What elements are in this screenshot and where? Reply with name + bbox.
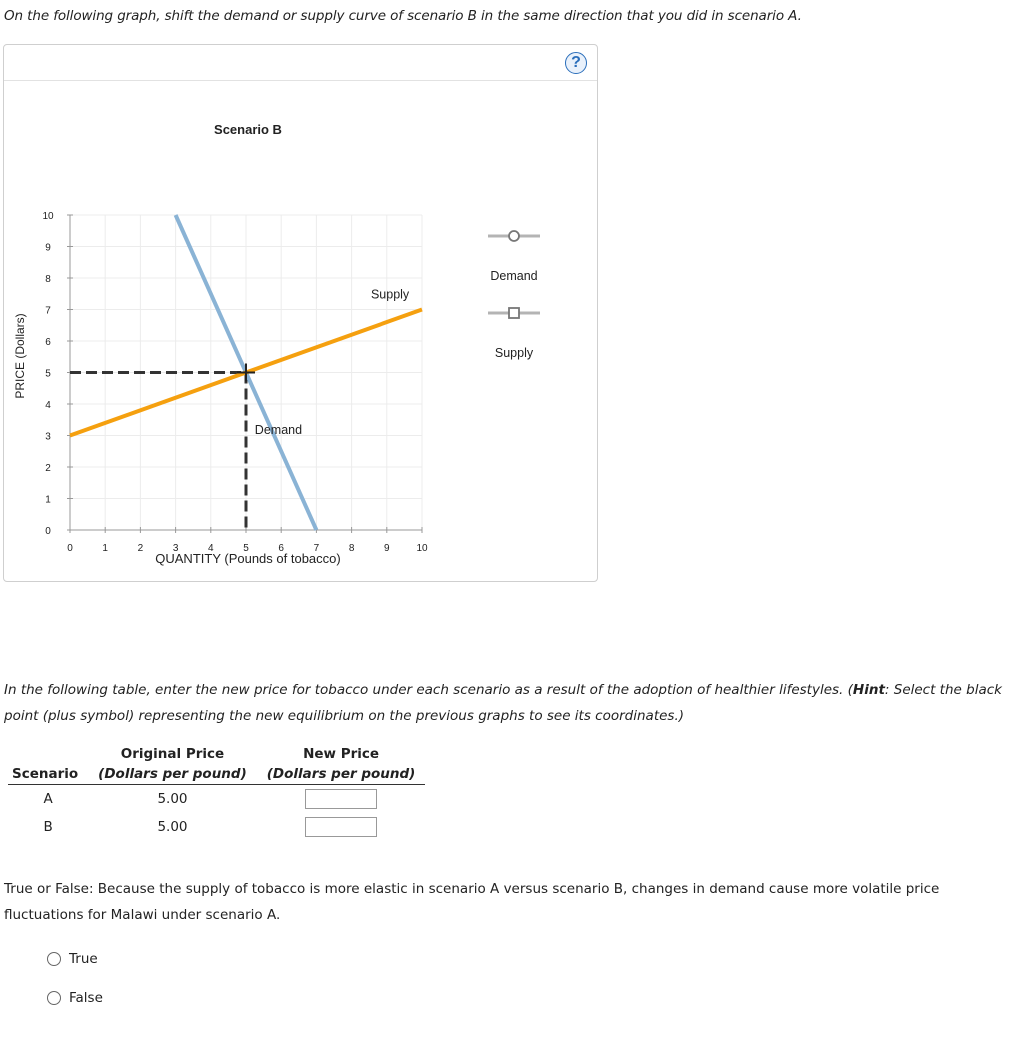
x-tick-label: 10: [416, 543, 428, 554]
table-row: [8, 785, 425, 814]
chart-axes: [42, 211, 428, 554]
scenario-cell: A: [43, 791, 53, 807]
legend-supply-label: Supply: [494, 346, 534, 360]
header-new-price: New Price: [303, 746, 380, 762]
chart-title: Scenario B: [214, 122, 282, 137]
graph-panel: [3, 44, 598, 582]
question-2-text: [4, 677, 1009, 729]
original-price-cell: 5.00: [157, 819, 188, 835]
header-new-unit: (Dollars per pound): [257, 764, 426, 785]
option-true[interactable]: [47, 951, 98, 967]
graph-toolbar: [4, 45, 597, 81]
table-row: [8, 813, 425, 841]
option-false-label: False: [69, 990, 103, 1006]
y-tick-label: 3: [45, 431, 51, 443]
scenario-b-chart[interactable]: [4, 81, 597, 581]
y-tick-label: 7: [45, 305, 51, 317]
question-3-text: True or False: Because the supply of tobacco is more elastic in scenario A versus scenario B, changes in demand cause more volatile price fluctuations for Malawi under scenario A.: [4, 881, 940, 923]
demand-curve-label: Demand: [254, 422, 303, 437]
question-2-part-2: : Select the black point (plus symbol) representing the new equilibrium on the previous graphs to see its coordinates.): [4, 682, 1002, 724]
equilibrium-guides: [70, 373, 246, 531]
legend-demand-circle-icon: [509, 231, 519, 241]
header-spacer: [8, 744, 88, 764]
radio-true[interactable]: [47, 952, 61, 966]
legend-supply[interactable]: [488, 308, 540, 360]
x-tick-label: 5: [243, 543, 249, 554]
y-tick-label: 8: [45, 274, 51, 285]
legend-demand-label: Demand: [490, 269, 538, 283]
x-tick-label: 8: [348, 543, 355, 554]
x-axis-label: QUANTITY (Pounds of tobacco): [155, 551, 341, 566]
y-tick-label: 2: [45, 463, 51, 474]
supply-curve-label: Supply: [370, 287, 410, 302]
x-tick-label: 4: [208, 543, 214, 554]
y-tick-label: 6: [45, 337, 51, 348]
header-original-price: Original Price: [120, 746, 225, 762]
y-tick-label: 9: [45, 242, 51, 254]
x-tick-label: 2: [137, 543, 144, 554]
x-tick-label: 1: [102, 543, 108, 554]
new-price-input-a[interactable]: [305, 789, 377, 809]
new-price-cell: [257, 785, 426, 814]
help-button[interactable]: ?: [565, 52, 587, 74]
option-false[interactable]: [47, 990, 103, 1006]
option-true-label: True: [69, 951, 98, 967]
y-tick-label: 4: [45, 400, 51, 411]
new-price-cell: [257, 813, 426, 841]
legend-demand[interactable]: [488, 231, 540, 283]
y-tick-label: 5: [45, 368, 51, 380]
instructions-text: On the following graph, shift the demand or supply curve of scenario B in the same direction that you did in scenario A.: [4, 8, 802, 24]
header-original-unit: (Dollars per pound): [88, 764, 257, 785]
y-tick-label: 0: [45, 526, 51, 537]
header-scenario: Scenario: [8, 764, 88, 785]
x-tick-label: 9: [384, 543, 390, 554]
question-2-part-1: In the following table, enter the new price for tobacco under each scenario as a result of the adoption of healthier lifestyles. (: [4, 682, 853, 698]
hint-label: Hint: [852, 682, 885, 698]
scenario-cell: B: [43, 819, 53, 835]
x-tick-label: 0: [67, 543, 73, 554]
y-tick-label: 1: [45, 494, 51, 506]
y-axis-label: PRICE (Dollars): [13, 313, 27, 399]
x-tick-label: 6: [278, 543, 284, 554]
legend-supply-square-icon: [509, 308, 519, 318]
price-table: [8, 744, 425, 841]
new-price-input-b[interactable]: [305, 817, 377, 837]
x-tick-label: 7: [313, 543, 320, 554]
y-tick-label: 10: [42, 211, 54, 222]
radio-false[interactable]: [47, 991, 61, 1005]
x-tick-label: 3: [172, 543, 179, 554]
original-price-cell: 5.00: [157, 791, 188, 807]
